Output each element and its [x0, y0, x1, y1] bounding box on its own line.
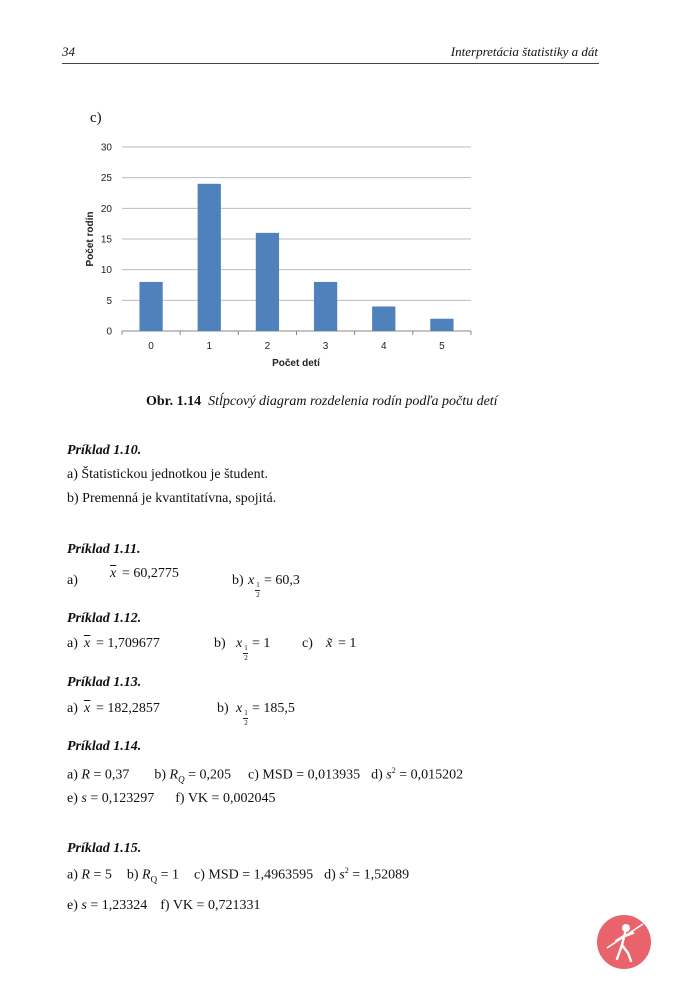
example-1-13-b-sub-den: 2 — [244, 719, 248, 727]
item-c: c) MSD = 1,4963595 — [194, 867, 314, 883]
chart-bars — [139, 184, 453, 331]
item-d-superscript: 2 — [391, 766, 396, 775]
x-tick-label: 3 — [322, 341, 329, 352]
example-1-10-line-b: b) Premenná je kvantitatívna, spojitá. — [67, 491, 277, 506]
item-d-value: = 1,52089 — [348, 867, 410, 883]
x-axis-title: Počet detí — [272, 358, 320, 369]
example-1-13-a-symbol: $\overline{x}$ — [84, 701, 91, 716]
example-1-14-line-2 — [67, 791, 275, 807]
example-1-10-line-a: a) Štatistickou jednotkou je študent. — [67, 467, 269, 482]
item-b-variable: R — [169, 767, 179, 783]
item-f: f) VK = 0,002045 — [175, 791, 276, 806]
y-tick-label: 0 — [106, 326, 112, 338]
item-f: f) VK = 0,721331 — [160, 898, 261, 913]
example-1-12-b-symbol: x — [236, 636, 243, 651]
item-e-value: = 0,123297 — [86, 791, 155, 806]
caption-text: Stĺpcový diagram rozdelenia rodín podľa počtu detí — [208, 394, 498, 409]
example-1-13-b-symbol: x — [236, 701, 243, 716]
example-1-15-line-1 — [67, 866, 409, 884]
x-tick-label: 5 — [439, 341, 445, 352]
example-1-11-a-label: a) — [67, 573, 78, 588]
item-d-label: d) — [324, 867, 336, 883]
example-1-14-line-1 — [67, 766, 463, 784]
bar-1 — [198, 184, 221, 331]
y-axis-title: Počet rodín — [85, 211, 96, 267]
example-1-12-b-label: b) — [214, 636, 226, 651]
bar-chart — [0, 0, 694, 400]
page-number: 34 — [62, 44, 75, 59]
bar-2 — [256, 233, 279, 331]
item-b-variable: R — [142, 867, 151, 883]
bar-4 — [372, 306, 395, 331]
example-1-12-a-label: a) — [67, 636, 78, 651]
example-1-15-heading: Príklad 1.15. — [67, 841, 142, 856]
example-1-13-heading: Príklad 1.13. — [67, 675, 142, 690]
bar-0 — [139, 282, 162, 331]
panel-label: c) — [90, 110, 102, 126]
example-1-13-b-value: = 185,5 — [252, 701, 295, 716]
item-a-label: a) — [67, 867, 78, 883]
caption-label: Obr. 1.14 — [146, 394, 202, 409]
item-a-variable: R — [81, 767, 90, 783]
y-tick-label: 25 — [100, 173, 112, 185]
item-d-variable: s — [339, 867, 345, 883]
item-a-label: a) — [67, 767, 78, 783]
example-1-12-b-sub-den: 2 — [244, 654, 248, 662]
example-1-11-b-value: = 60,3 — [264, 573, 300, 588]
example-1-12-a-value: = 1,709677 — [96, 636, 160, 651]
item-e-value: = 1,23324 — [86, 898, 148, 913]
example-1-12-b-sub-num: 1 — [244, 644, 248, 652]
example-1-13-b-label: b) — [217, 701, 229, 716]
y-tick-label: 30 — [100, 142, 112, 154]
example-1-11-a-symbol: $\overline{x}$ — [110, 566, 117, 581]
item-e-label: e) — [67, 898, 78, 913]
example-1-12-c-symbol: x̃ — [326, 636, 333, 651]
item-b-value: = 1 — [157, 867, 179, 883]
x-tick-label: 0 — [148, 341, 154, 352]
example-1-11-b-symbol: x — [248, 573, 255, 588]
item-b-subscript: Q — [150, 874, 158, 885]
item-a-variable: R — [81, 867, 90, 883]
item-b-value: = 0,205 — [184, 767, 231, 783]
chart-grid — [122, 147, 471, 331]
example-1-13-a-value: = 182,2857 — [96, 701, 160, 716]
example-1-10-heading: Príklad 1.10. — [67, 443, 142, 458]
example-1-14-heading: Príklad 1.14. — [67, 739, 142, 754]
x-tick-label: 2 — [264, 341, 271, 352]
example-1-12-heading: Príklad 1.12. — [67, 611, 142, 626]
example-1-11-heading: Príklad 1.11. — [67, 542, 141, 557]
example-1-12-a-symbol: $\overline{x}$ — [84, 636, 91, 651]
y-tick-label: 15 — [100, 234, 112, 246]
item-a-value: = 5 — [89, 867, 112, 883]
item-e-label: e) — [67, 791, 78, 806]
item-e-variable: s — [81, 898, 87, 913]
item-d-variable: s — [386, 767, 392, 783]
item-b-label: b) — [126, 867, 139, 883]
example-1-15-line-2 — [67, 898, 260, 914]
running-title: Interpretácia štatistiky a dát — [450, 44, 598, 59]
example-1-13-b-sub-num: 1 — [244, 709, 248, 717]
y-tick-label: 10 — [100, 265, 112, 277]
item-d-value: = 0,015202 — [395, 767, 464, 783]
item-b-subscript: Q — [178, 774, 185, 785]
example-1-13-a-label: a) — [67, 701, 78, 716]
y-tick-label: 5 — [106, 295, 112, 307]
example-1-12-c-label: c) — [302, 636, 313, 651]
item-a-value: = 0,37 — [89, 767, 130, 783]
item-e-variable: s — [81, 791, 87, 806]
javelin-thrower-logo-icon — [597, 915, 651, 969]
x-tick-label: 4 — [380, 341, 387, 352]
bar-5 — [430, 319, 453, 331]
example-1-12-c-value: = 1 — [338, 636, 357, 651]
figure-caption — [146, 394, 498, 410]
example-1-12-b-value: = 1 — [252, 636, 271, 651]
bar-3 — [314, 282, 337, 331]
example-1-11-b-sub-num: 1 — [256, 581, 260, 589]
y-tick-label: 20 — [100, 203, 112, 215]
item-d-label: d) — [371, 767, 383, 783]
example-1-11-b-label: b) — [232, 573, 244, 588]
x-tick-label: 1 — [206, 341, 213, 352]
item-b-label: b) — [154, 767, 167, 783]
item-d-superscript: 2 — [344, 866, 349, 875]
example-1-11-b-sub-den: 2 — [256, 591, 260, 599]
example-1-11-a-value: = 60,2775 — [122, 566, 179, 581]
item-c: c) MSD = 0,013935 — [248, 767, 361, 783]
